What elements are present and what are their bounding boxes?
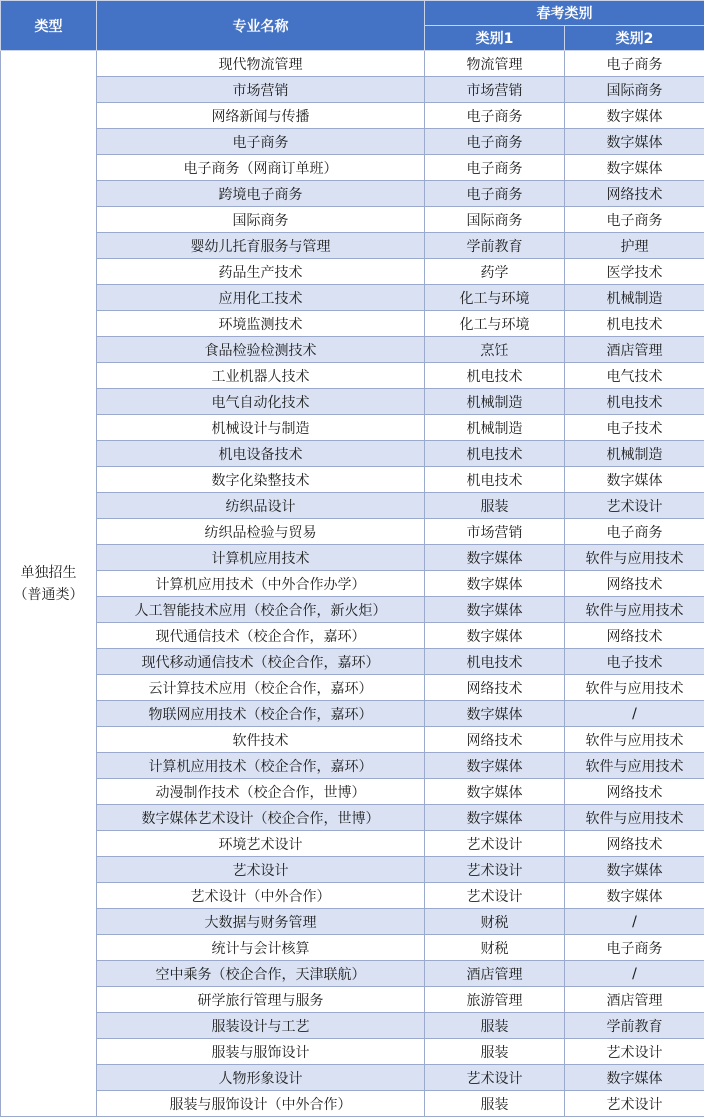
major-cell: 跨境电子商务	[97, 181, 425, 207]
major-cell: 工业机器人技术	[97, 363, 425, 389]
category2-cell: 数字媒体	[565, 857, 704, 883]
table-row	[1, 909, 704, 935]
category2-cell: 酒店管理	[565, 337, 704, 363]
table-row	[1, 129, 704, 155]
major-cell: 统计与会计核算	[97, 935, 425, 961]
category1-cell: 药学	[425, 259, 565, 285]
table-row	[1, 727, 704, 753]
category1-cell: 服装	[425, 493, 565, 519]
table-row	[1, 259, 704, 285]
major-cell: 市场营销	[97, 77, 425, 103]
category1-cell: 数字媒体	[425, 545, 565, 571]
table-row	[1, 233, 704, 259]
category1-cell: 物流管理	[425, 51, 565, 77]
major-cell: 电气自动化技术	[97, 389, 425, 415]
header-type: 类型	[1, 1, 97, 51]
table-row	[1, 493, 704, 519]
major-cell: 环境艺术设计	[97, 831, 425, 857]
table-row	[1, 389, 704, 415]
table-row	[1, 155, 704, 181]
category2-cell: 网络技术	[565, 779, 704, 805]
category1-cell: 机电技术	[425, 363, 565, 389]
category1-cell: 数字媒体	[425, 623, 565, 649]
category2-cell: 机械制造	[565, 441, 704, 467]
category1-cell: 艺术设计	[425, 831, 565, 857]
table-row	[1, 337, 704, 363]
table-row	[1, 961, 704, 987]
table-row	[1, 103, 704, 129]
table-row	[1, 883, 704, 909]
category1-cell: 机电技术	[425, 441, 565, 467]
type-group-line1: 单独招生	[20, 564, 77, 581]
header-major: 专业名称	[97, 1, 425, 51]
major-cell: 婴幼儿托育服务与管理	[97, 233, 425, 259]
category1-cell: 数字媒体	[425, 779, 565, 805]
category2-cell: 电子商务	[565, 519, 704, 545]
major-cell: 国际商务	[97, 207, 425, 233]
table-row	[1, 805, 704, 831]
category1-cell: 服装	[425, 1013, 565, 1039]
table-row	[1, 207, 704, 233]
table-row	[1, 1039, 704, 1065]
category1-cell: 财税	[425, 935, 565, 961]
major-cell: 药品生产技术	[97, 259, 425, 285]
table-row	[1, 857, 704, 883]
table-row	[1, 363, 704, 389]
major-cell: 纺织品检验与贸易	[97, 519, 425, 545]
category1-cell: 旅游管理	[425, 987, 565, 1013]
type-group-cell	[1, 51, 97, 1117]
category1-cell: 数字媒体	[425, 753, 565, 779]
major-cell: 服装与服饰设计	[97, 1039, 425, 1065]
category1-cell: 数字媒体	[425, 805, 565, 831]
major-cell: 现代通信技术（校企合作，嘉环）	[97, 623, 425, 649]
category1-cell: 机电技术	[425, 467, 565, 493]
category1-cell: 电子商务	[425, 181, 565, 207]
category2-cell: 护理	[565, 233, 704, 259]
category2-cell: 医学技术	[565, 259, 704, 285]
header-spring-exam: 春考类别	[425, 1, 704, 26]
major-cell: 服装设计与工艺	[97, 1013, 425, 1039]
table-row	[1, 181, 704, 207]
major-cell: 计算机应用技术	[97, 545, 425, 571]
major-cell: 艺术设计	[97, 857, 425, 883]
major-cell: 机械设计与制造	[97, 415, 425, 441]
category2-cell: 国际商务	[565, 77, 704, 103]
category1-cell: 市场营销	[425, 519, 565, 545]
category2-cell: 网络技术	[565, 831, 704, 857]
category1-cell: 国际商务	[425, 207, 565, 233]
table-row	[1, 285, 704, 311]
category1-cell: 烹饪	[425, 337, 565, 363]
category1-cell: 服装	[425, 1091, 565, 1117]
table-row	[1, 311, 704, 337]
category2-cell: 电子商务	[565, 51, 704, 77]
category1-cell: 数字媒体	[425, 571, 565, 597]
major-cell: 物联网应用技术（校企合作，嘉环）	[97, 701, 425, 727]
major-cell: 食品检验检测技术	[97, 337, 425, 363]
category1-cell: 电子商务	[425, 103, 565, 129]
table-row	[1, 1065, 704, 1091]
category1-cell: 机械制造	[425, 389, 565, 415]
major-cell: 应用化工技术	[97, 285, 425, 311]
major-cell: 计算机应用技术（校企合作，嘉环）	[97, 753, 425, 779]
major-cell: 服装与服饰设计（中外合作）	[97, 1091, 425, 1117]
major-cell: 环境监测技术	[97, 311, 425, 337]
category1-cell: 网络技术	[425, 675, 565, 701]
category1-cell: 艺术设计	[425, 1065, 565, 1091]
category1-cell: 艺术设计	[425, 857, 565, 883]
table-row	[1, 571, 704, 597]
major-cell: 数字化染整技术	[97, 467, 425, 493]
category2-cell: 软件与应用技术	[565, 753, 704, 779]
category1-cell: 机电技术	[425, 649, 565, 675]
category1-cell: 电子商务	[425, 155, 565, 181]
category1-cell: 化工与环境	[425, 311, 565, 337]
table-body	[1, 51, 704, 1117]
table-row	[1, 519, 704, 545]
major-cell: 大数据与财务管理	[97, 909, 425, 935]
major-cell: 网络新闻与传播	[97, 103, 425, 129]
category2-cell: 电子技术	[565, 649, 704, 675]
header-category2: 类别2	[565, 26, 704, 51]
table-row	[1, 779, 704, 805]
table-row	[1, 441, 704, 467]
category2-cell: 数字媒体	[565, 155, 704, 181]
category1-cell: 市场营销	[425, 77, 565, 103]
table-row	[1, 649, 704, 675]
category2-cell: 数字媒体	[565, 883, 704, 909]
major-cell: 研学旅行管理与服务	[97, 987, 425, 1013]
category2-cell: 电气技术	[565, 363, 704, 389]
category2-cell: 数字媒体	[565, 467, 704, 493]
category2-cell: 软件与应用技术	[565, 545, 704, 571]
major-cell: 计算机应用技术（中外合作办学）	[97, 571, 425, 597]
category1-cell: 服装	[425, 1039, 565, 1065]
category2-cell: 软件与应用技术	[565, 597, 704, 623]
major-cell: 云计算技术应用（校企合作，嘉环）	[97, 675, 425, 701]
table-row	[1, 77, 704, 103]
category2-cell: 网络技术	[565, 181, 704, 207]
table-row	[1, 597, 704, 623]
category1-cell: 机械制造	[425, 415, 565, 441]
major-cell: 现代物流管理	[97, 51, 425, 77]
table-row	[1, 831, 704, 857]
category2-cell: 机械制造	[565, 285, 704, 311]
category2-cell: 电子技术	[565, 415, 704, 441]
category2-cell: 机电技术	[565, 389, 704, 415]
category2-cell: 数字媒体	[565, 103, 704, 129]
category1-cell: 艺术设计	[425, 883, 565, 909]
table-row	[1, 545, 704, 571]
category2-cell: 电子商务	[565, 935, 704, 961]
table-row	[1, 467, 704, 493]
major-cell: 艺术设计（中外合作）	[97, 883, 425, 909]
major-cell: 电子商务（网商订单班）	[97, 155, 425, 181]
major-cell: 空中乘务（校企合作，天津联航）	[97, 961, 425, 987]
category2-cell: 软件与应用技术	[565, 675, 704, 701]
major-cell: 数字媒体艺术设计（校企合作，世博）	[97, 805, 425, 831]
category1-cell: 化工与环境	[425, 285, 565, 311]
category2-cell: 电子商务	[565, 207, 704, 233]
table-row	[1, 1013, 704, 1039]
major-cell: 人物形象设计	[97, 1065, 425, 1091]
category1-cell: 学前教育	[425, 233, 565, 259]
major-cell: 人工智能技术应用（校企合作，新火炬）	[97, 597, 425, 623]
table-row	[1, 415, 704, 441]
category2-cell: 机电技术	[565, 311, 704, 337]
table-row	[1, 753, 704, 779]
table-row	[1, 935, 704, 961]
category2-cell: /	[565, 961, 704, 987]
category2-cell: 网络技术	[565, 571, 704, 597]
major-cell: 纺织品设计	[97, 493, 425, 519]
category2-cell: 学前教育	[565, 1013, 704, 1039]
category1-cell: 数字媒体	[425, 597, 565, 623]
category1-cell: 酒店管理	[425, 961, 565, 987]
table-row	[1, 51, 704, 77]
major-cell: 软件技术	[97, 727, 425, 753]
category2-cell: 艺术设计	[565, 493, 704, 519]
major-cell: 动漫制作技术（校企合作，世博）	[97, 779, 425, 805]
table-row	[1, 701, 704, 727]
category2-cell: 软件与应用技术	[565, 727, 704, 753]
category2-cell: 艺术设计	[565, 1091, 704, 1117]
category2-cell: 数字媒体	[565, 129, 704, 155]
category1-cell: 电子商务	[425, 129, 565, 155]
category2-cell: /	[565, 701, 704, 727]
category2-cell: 数字媒体	[565, 1065, 704, 1091]
major-cell: 机电设备技术	[97, 441, 425, 467]
table-row	[1, 1091, 704, 1117]
category1-cell: 数字媒体	[425, 701, 565, 727]
major-cell: 电子商务	[97, 129, 425, 155]
type-group-line2: （普通类）	[13, 586, 84, 603]
table-row	[1, 987, 704, 1013]
table-row	[1, 623, 704, 649]
category2-cell: 网络技术	[565, 623, 704, 649]
category1-cell: 网络技术	[425, 727, 565, 753]
category1-cell: 财税	[425, 909, 565, 935]
category2-cell: /	[565, 909, 704, 935]
header-category1: 类别1	[425, 26, 565, 51]
category2-cell: 艺术设计	[565, 1039, 704, 1065]
category2-cell: 软件与应用技术	[565, 805, 704, 831]
table-row	[1, 675, 704, 701]
category2-cell: 酒店管理	[565, 987, 704, 1013]
major-cell: 现代移动通信技术（校企合作，嘉环）	[97, 649, 425, 675]
